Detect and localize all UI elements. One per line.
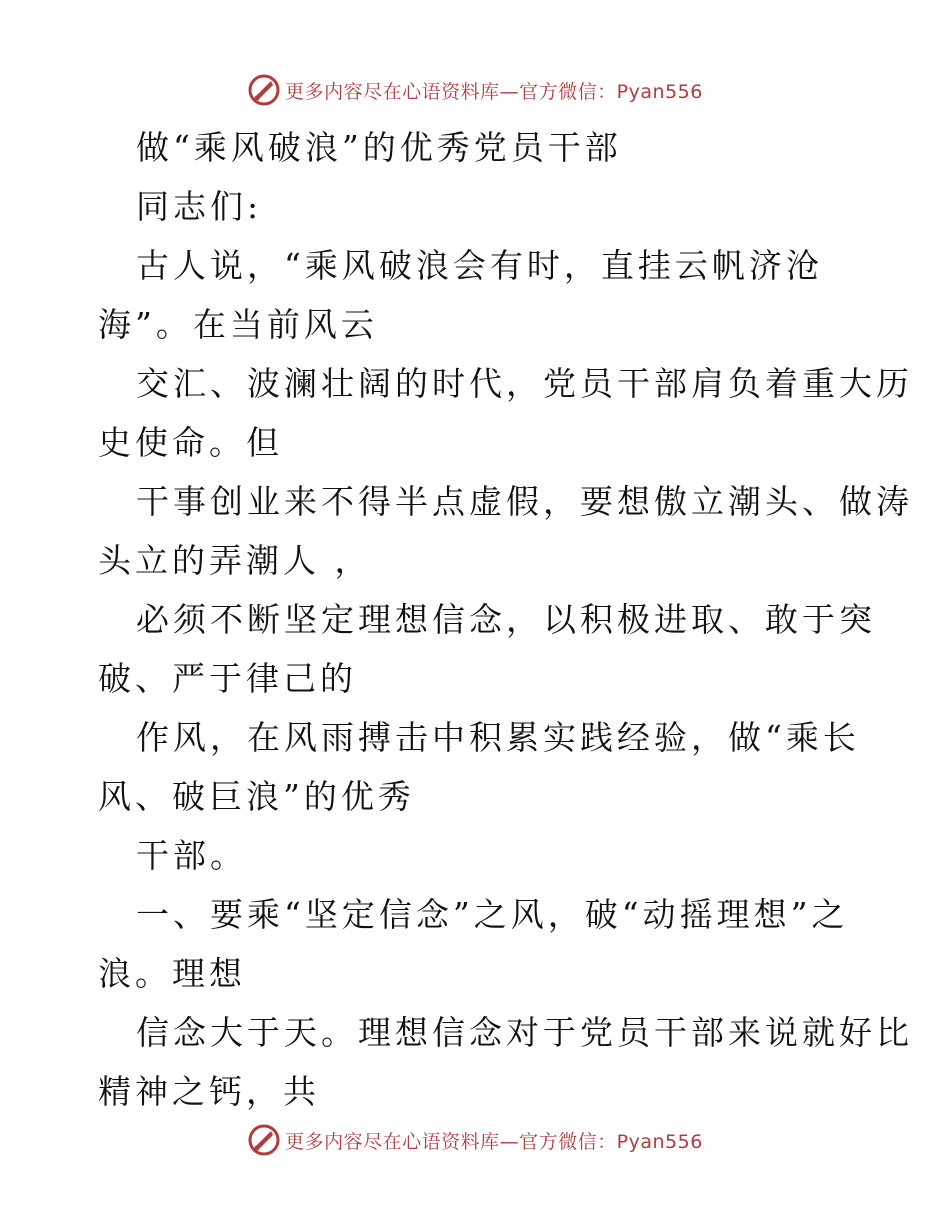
text-line: 头立的弄潮人 ， [98,541,372,580]
text-line: 风、破巨浪”的优秀 [98,777,415,816]
text-line: 古人说，“乘风破浪会有时，直挂云帆济沧 [136,246,823,285]
text-line: 史使命。但 [98,423,283,462]
text-line: 干事创业来不得半点虚假，要想傲立潮头、做涛 [136,482,913,521]
text-line: 破、严于律己的 [98,659,357,698]
text-line: 精神之钙，共 [98,1072,320,1111]
text-line: 干部。 [136,836,247,875]
header-banner [0,70,950,110]
quill-logo-icon [247,73,281,107]
text-line: 浪。理想 [98,954,246,993]
text-line: 信念大于天。理想信念对于党员干部来说就好比 [136,1013,913,1052]
text-line: 交汇、波澜壮阔的时代，党员干部肩负着重大历 [136,364,913,403]
quill-logo-icon [247,1123,281,1157]
footer-banner-text: 更多内容尽在心语资料库—官方微信：Pyan556 [285,1130,703,1153]
header-banner-text: 更多内容尽在心语资料库—官方微信：Pyan556 [285,80,703,103]
text-line: 必须不断坚定理想信念，以积极进取、敢于突 [136,600,876,639]
text-line: 同志们: [136,187,263,226]
text-line: 一、要乘“坚定信念”之风，破“动摇理想”之 [136,895,849,934]
document-title: 做“乘风破浪”的优秀党员干部 [136,128,622,167]
text-line: 作风，在风雨搏击中积累实践经验，做“乘长 [136,718,860,757]
footer-banner [0,1120,950,1160]
text-line: 海”。在当前风云 [98,305,378,344]
